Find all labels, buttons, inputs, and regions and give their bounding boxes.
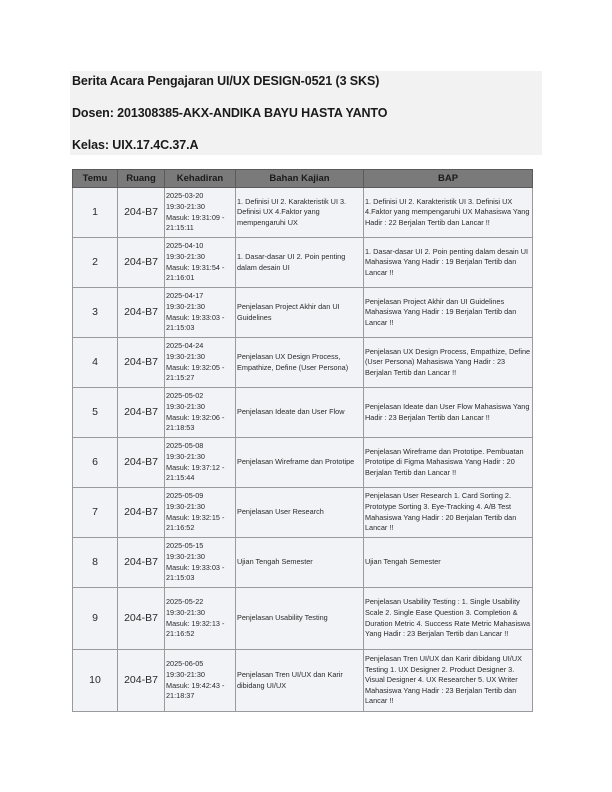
- bahan-kajian-cell: Penjelasan Ideate dan User Flow: [236, 388, 364, 438]
- bap-cell: Penjelasan Wireframe dan Prototipe. Pembuatan Prototipe di Figma Mahasiswa Yang Hadir : 20 Berjalan Tertib dan Lancar !!: [364, 438, 533, 488]
- temu-cell: 9: [73, 588, 118, 650]
- temu-cell: 4: [73, 338, 118, 388]
- ruang-cell: 204-B7: [118, 238, 165, 288]
- kehadiran-cell: 2025-04-17 19:30-21:30 Masuk: 19:33:03 - 21:15:03: [165, 288, 236, 338]
- column-header-ruang: Ruang: [118, 170, 165, 188]
- table-row: [73, 650, 533, 712]
- bahan-kajian-cell: Penjelasan User Research: [236, 488, 364, 538]
- ruang-cell: 204-B7: [118, 488, 165, 538]
- lecturer-line: Dosen: 201308385-AKX-ANDIKA BAYU HASTA YANTO: [72, 106, 388, 120]
- table-row: [73, 238, 533, 288]
- bap-cell: Penjelasan User Research 1. Card Sorting 2. Prototype Sorting 3. Eye-Tracking 4. A/B Test Mahasiswa Yang Hadir : 20 Berjalan Tertib dan Lancar !!: [364, 488, 533, 538]
- temu-cell: 3: [73, 288, 118, 338]
- class-line: Kelas: UIX.17.4C.37.A: [72, 138, 199, 152]
- column-header-bahan-kajian: Bahan Kajian: [236, 170, 364, 188]
- table-header-row: [73, 170, 533, 188]
- table-row: [73, 188, 533, 238]
- kehadiran-cell: 2025-05-15 19:30-21:30 Masuk: 19:33:03 - 21:15:03: [165, 538, 236, 588]
- bap-cell: Ujian Tengah Semester: [364, 538, 533, 588]
- bap-cell: 1. Definisi UI 2. Karakteristik UI 3. Definisi UX 4.Faktor yang mempengaruhi UX Mahasiswa Yang Hadir : 22 Berjalan Tertib dan Lancar !!: [364, 188, 533, 238]
- bap-cell: Penjelasan UX Design Process, Empathize, Define (User Persona) Mahasiswa Yang Hadir : 23 Berjalan Tertib dan Lancar !!: [364, 338, 533, 388]
- ruang-cell: 204-B7: [118, 338, 165, 388]
- kehadiran-cell: 2025-04-10 19:30-21:30 Masuk: 19:31:54 - 21:16:01: [165, 238, 236, 288]
- kehadiran-cell: 2025-05-22 19:30-21:30 Masuk: 19:32:13 - 21:16:52: [165, 588, 236, 650]
- ruang-cell: 204-B7: [118, 388, 165, 438]
- kehadiran-cell: 2025-03-20 19:30-21:30 Masuk: 19:31:09 - 21:15:11: [165, 188, 236, 238]
- kehadiran-cell: 2025-04-24 19:30-21:30 Masuk: 19:32:05 - 21:15:27: [165, 338, 236, 388]
- temu-cell: 6: [73, 438, 118, 488]
- kehadiran-cell: 2025-06-05 19:30-21:30 Masuk: 19:42:43 - 21:18:37: [165, 650, 236, 712]
- column-header-kehadiran: Kehadiran: [165, 170, 236, 188]
- table-row: [73, 288, 533, 338]
- ruang-cell: 204-B7: [118, 438, 165, 488]
- bahan-kajian-cell: 1. Dasar-dasar UI 2. Poin penting dalam desain UI: [236, 238, 364, 288]
- ruang-cell: 204-B7: [118, 288, 165, 338]
- table-row: [73, 588, 533, 650]
- bap-cell: Penjelasan Ideate dan User Flow Mahasiswa Yang Hadir : 23 Berjalan Tertib dan Lancar !!: [364, 388, 533, 438]
- table-row: [73, 338, 533, 388]
- bahan-kajian-cell: Penjelasan UX Design Process, Empathize, Define (User Persona): [236, 338, 364, 388]
- temu-cell: 10: [73, 650, 118, 712]
- bahan-kajian-cell: Penjelasan Tren UI/UX dan Karir dibidang UI/UX: [236, 650, 364, 712]
- ruang-cell: 204-B7: [118, 588, 165, 650]
- kehadiran-cell: 2025-05-02 19:30-21:30 Masuk: 19:32:06 - 21:18:53: [165, 388, 236, 438]
- column-header-bap: BAP: [364, 170, 533, 188]
- column-header-temu: Temu: [73, 170, 118, 188]
- bap-cell: 1. Dasar-dasar UI 2. Poin penting dalam desain UI Mahasiswa Yang Hadir : 19 Berjalan Tertib dan Lancar !!: [364, 238, 533, 288]
- ruang-cell: 204-B7: [118, 650, 165, 712]
- table-row: [73, 488, 533, 538]
- kehadiran-cell: 2025-05-09 19:30-21:30 Masuk: 19:32:15 - 21:16:52: [165, 488, 236, 538]
- temu-cell: 7: [73, 488, 118, 538]
- temu-cell: 5: [73, 388, 118, 438]
- bap-cell: Penjelasan Usability Testing : 1. Single Usability Scale 2. Single Ease Question 3. Completion & Duration Metric 4. Success Rate Metric Mahasiswa Yang Hadir : 23 Berjalan Tertib dan Lancar !!: [364, 588, 533, 650]
- bap-cell: Penjelasan Tren UI/UX dan Karir dibidang UI/UX Testing 1. UX Designer 2. Product Designer 3. Visual Designer 4. UX Researcher 5. UX Writer Mahasiswa Yang Hadir : 23 Berjalan Tertib dan Lancar !!: [364, 650, 533, 712]
- bahan-kajian-cell: Penjelasan Wireframe dan Prototipe: [236, 438, 364, 488]
- bap-cell: Penjelasan Project Akhir dan UI Guidelines Mahasiswa Yang Hadir : 19 Berjalan Tertib dan Lancar !!: [364, 288, 533, 338]
- table-row: [73, 388, 533, 438]
- table-row: [73, 438, 533, 488]
- page-title: Berita Acara Pengajaran UI/UX DESIGN-0521 (3 SKS): [72, 74, 380, 88]
- ruang-cell: 204-B7: [118, 538, 165, 588]
- ruang-cell: 204-B7: [118, 188, 165, 238]
- bahan-kajian-cell: Penjelasan Project Akhir dan UI Guidelines: [236, 288, 364, 338]
- temu-cell: 8: [73, 538, 118, 588]
- temu-cell: 2: [73, 238, 118, 288]
- temu-cell: 1: [73, 188, 118, 238]
- bahan-kajian-cell: 1. Definisi UI 2. Karakteristik UI 3. Definisi UX 4.Faktor yang mempengaruhi UX: [236, 188, 364, 238]
- kehadiran-cell: 2025-05-08 19:30-21:30 Masuk: 19:37:12 - 21:15:44: [165, 438, 236, 488]
- table-row: [73, 538, 533, 588]
- attendance-table: [72, 169, 533, 712]
- bahan-kajian-cell: Penjelasan Usability Testing: [236, 588, 364, 650]
- bahan-kajian-cell: Ujian Tengah Semester: [236, 538, 364, 588]
